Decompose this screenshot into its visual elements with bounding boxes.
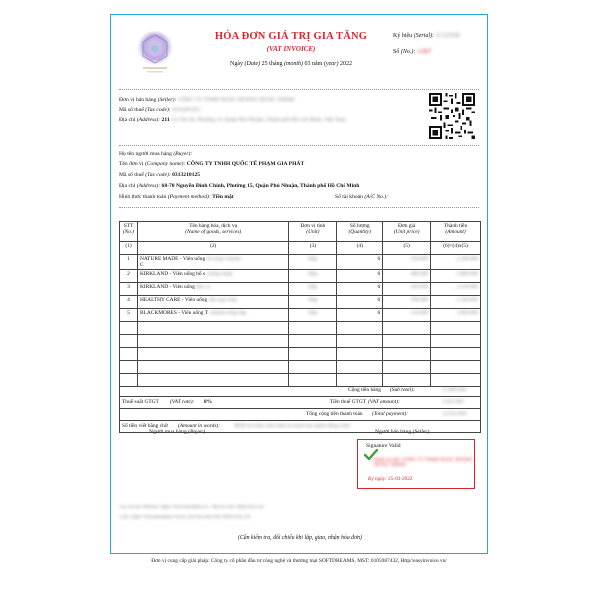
row-amount: 2.520.000 bbox=[431, 283, 481, 296]
row-no: 4 bbox=[120, 296, 138, 309]
row-unit-price: 350.000 bbox=[383, 255, 431, 270]
signature-date: Ký ngày: 25-03-2022 bbox=[368, 476, 413, 482]
row-unit-price: 420.000 bbox=[383, 283, 431, 296]
row-quantity: 6 bbox=[337, 270, 383, 283]
table-row-empty bbox=[120, 348, 481, 361]
col-header-no: STT (No.) bbox=[120, 222, 138, 242]
col-header-amount: Thành tiền (Amount) bbox=[431, 222, 481, 242]
table-header-row bbox=[120, 222, 481, 242]
table-row bbox=[120, 296, 481, 309]
row-unit: Hộp bbox=[289, 309, 337, 322]
row-product-name: KIRKLAND - Viên uống dầu cá bbox=[137, 283, 288, 296]
row-product-name: HEALTHY CARE - Viên uống sữa ong chúa bbox=[137, 296, 288, 309]
row-unit: Hộp bbox=[289, 296, 337, 309]
row-unit: Hộp bbox=[289, 255, 337, 270]
buyer-tax-code: Mã số thuế (Tax code): 0313210125 bbox=[119, 172, 201, 178]
buyer-address: Địa chỉ (Address): 68-70 Nguyễn Đình Chính, Phường 15, Quận Phú Nhuận, Thành phố Hồ Chí Minh bbox=[119, 183, 360, 189]
invoice-number-value: 11807 bbox=[416, 49, 432, 55]
seller-address: Địa chỉ (Address): 211 Lê Văn Sỹ, Phường 14, Quận Phú Nhuận, Thành phố Hồ Chí Minh, Việt Nam bbox=[119, 117, 346, 123]
divider bbox=[119, 89, 479, 90]
row-unit-price: 390.000 bbox=[383, 296, 431, 309]
signed-by: Được ký bởi: CÔNG TY TNHH NGỌC HOÀNG HƯNG THỊNH bbox=[374, 458, 474, 468]
table-row bbox=[120, 283, 481, 296]
serial-value: 1C22TSD bbox=[435, 33, 460, 39]
table-row bbox=[120, 270, 481, 283]
invoice-title: HÓA ĐƠN GIÁ TRỊ GIA TĂNG bbox=[214, 31, 368, 42]
table-row-empty bbox=[120, 322, 481, 335]
table-row bbox=[120, 309, 481, 322]
provider-footer: Đơn vị cung cấp giải pháp: Công ty cổ phần đầu tư công nghệ và thương mại SOFTDREAMS, MST: 0105987432, Http//easyinvoice.vn/ bbox=[151, 558, 447, 564]
seller-name: Đơn vị bán hàng (Seller): CÔNG TY TNHH NGỌC HOÀNG HƯNG THỊNH bbox=[119, 97, 295, 103]
lookup-info: Tra cứu tại Website: https://tracuuhoadon.vn - Mã tra cứu: 8HK2PQ7XZ bbox=[119, 505, 265, 510]
row-unit-price: 480.000 bbox=[383, 270, 431, 283]
table-row-empty bbox=[120, 335, 481, 348]
invoice-serial: Ký hiệu (Serial): 1C22TSD bbox=[393, 33, 460, 39]
verification-note: (Cần kiểm tra, đối chiếu khi lập, giao, nhận hóa đơn) bbox=[237, 535, 362, 541]
buyer-signature-label: Người mua hàng (Buyer) bbox=[149, 429, 206, 435]
col-header-unit-price: Đơn giá (Unit price) bbox=[383, 222, 431, 242]
row-quantity: 6 bbox=[337, 296, 383, 309]
lookup-link[interactable]: Link: https://tracuuhoadon.vn/tra-cuu-hoa-don?ma=8HK2PQ7XZ bbox=[119, 515, 251, 520]
col-header-quantity: Số lượng (Quantity) bbox=[337, 222, 383, 242]
qr-code-icon bbox=[429, 93, 475, 139]
col-header-name: Tên hàng hóa, dịch vụ (Name of goods, services) bbox=[137, 222, 288, 242]
table-row bbox=[120, 255, 481, 270]
row-amount: 2.100.000 bbox=[431, 255, 481, 270]
row-no: 1 bbox=[120, 255, 138, 270]
vat-row: Thuế suất GTGT (VAT rate): 8% Tiền thuế GTGT (VAT amount): 1.032.000 bbox=[119, 397, 481, 409]
account-number: Số tài khoản (A/C No.): bbox=[335, 194, 388, 200]
row-quantity: 6 bbox=[337, 283, 383, 296]
invoice-sheet bbox=[110, 14, 488, 554]
row-no: 3 bbox=[120, 283, 138, 296]
table-row-empty bbox=[120, 361, 481, 374]
row-unit: Hộp bbox=[289, 283, 337, 296]
hexagon-crystal-logo-icon bbox=[131, 29, 179, 77]
buyer-person: Họ tên người mua hàng (Buyer): bbox=[119, 151, 193, 157]
row-product-name: KIRKLAND - Viên uống bổ s xương khớp bbox=[137, 270, 288, 283]
row-no: 5 bbox=[120, 309, 138, 322]
subtotal-row: Cộng tiền hàng (Sub total): 12.900.000 bbox=[119, 385, 481, 397]
amount-in-words-row: Số tiền viết bằng chữ (Amount in words): Mười ba triệu chín trăm ba mươi hai nghìn đồng chẵn bbox=[119, 421, 481, 433]
row-unit: Hộp bbox=[289, 270, 337, 283]
col-header-unit: Đơn vị tính (Unit) bbox=[289, 222, 337, 242]
row-amount: 2.880.000 bbox=[431, 270, 481, 283]
invoice-subtitle: (VAT INVOICE) bbox=[266, 45, 316, 53]
row-quantity: 6 bbox=[337, 255, 383, 270]
total-payment-row: Tổng cộng tiền thanh toán (Total payment): 13.932.000 bbox=[119, 409, 481, 421]
row-product-name: NATURE MADE - Viên uống bổ sung vitamin C bbox=[137, 255, 288, 270]
row-quantity: 6 bbox=[337, 309, 383, 322]
items-table bbox=[119, 221, 481, 387]
row-amount: 3.060.000 bbox=[431, 309, 481, 322]
invoice-date: Ngày (Date) 25 tháng (month) 03 năm (year) 2022 bbox=[229, 61, 353, 67]
signature-valid-text: Signature Valid bbox=[366, 443, 401, 449]
payment-method: Hình thức thanh toán (Payment method): Tiền mặt bbox=[119, 194, 234, 200]
index-row: (1) (2) (3) (4) (5) (6)=(4)x(5) bbox=[120, 242, 481, 255]
row-no: 2 bbox=[120, 270, 138, 283]
buyer-company: Tên đơn vị (Company name): CÔNG TY TNHH QUỐC TẾ PHẠM GIA PHÁT bbox=[119, 161, 305, 167]
seller-tax-code: Mã số thuế (Tax code): 0316287452 bbox=[119, 107, 201, 113]
row-product-name: BLACKMORES - Viên uống T vitamin tổng hợp bbox=[137, 309, 288, 322]
row-unit-price: 510.000 bbox=[383, 309, 431, 322]
divider bbox=[119, 207, 479, 208]
digital-signature-box bbox=[357, 439, 475, 489]
divider bbox=[119, 145, 479, 146]
seller-signature-label: Người bán hàng (Seller) bbox=[375, 429, 430, 435]
invoice-number: Số (No.): 11807 bbox=[393, 49, 432, 55]
row-amount: 2.340.000 bbox=[431, 296, 481, 309]
